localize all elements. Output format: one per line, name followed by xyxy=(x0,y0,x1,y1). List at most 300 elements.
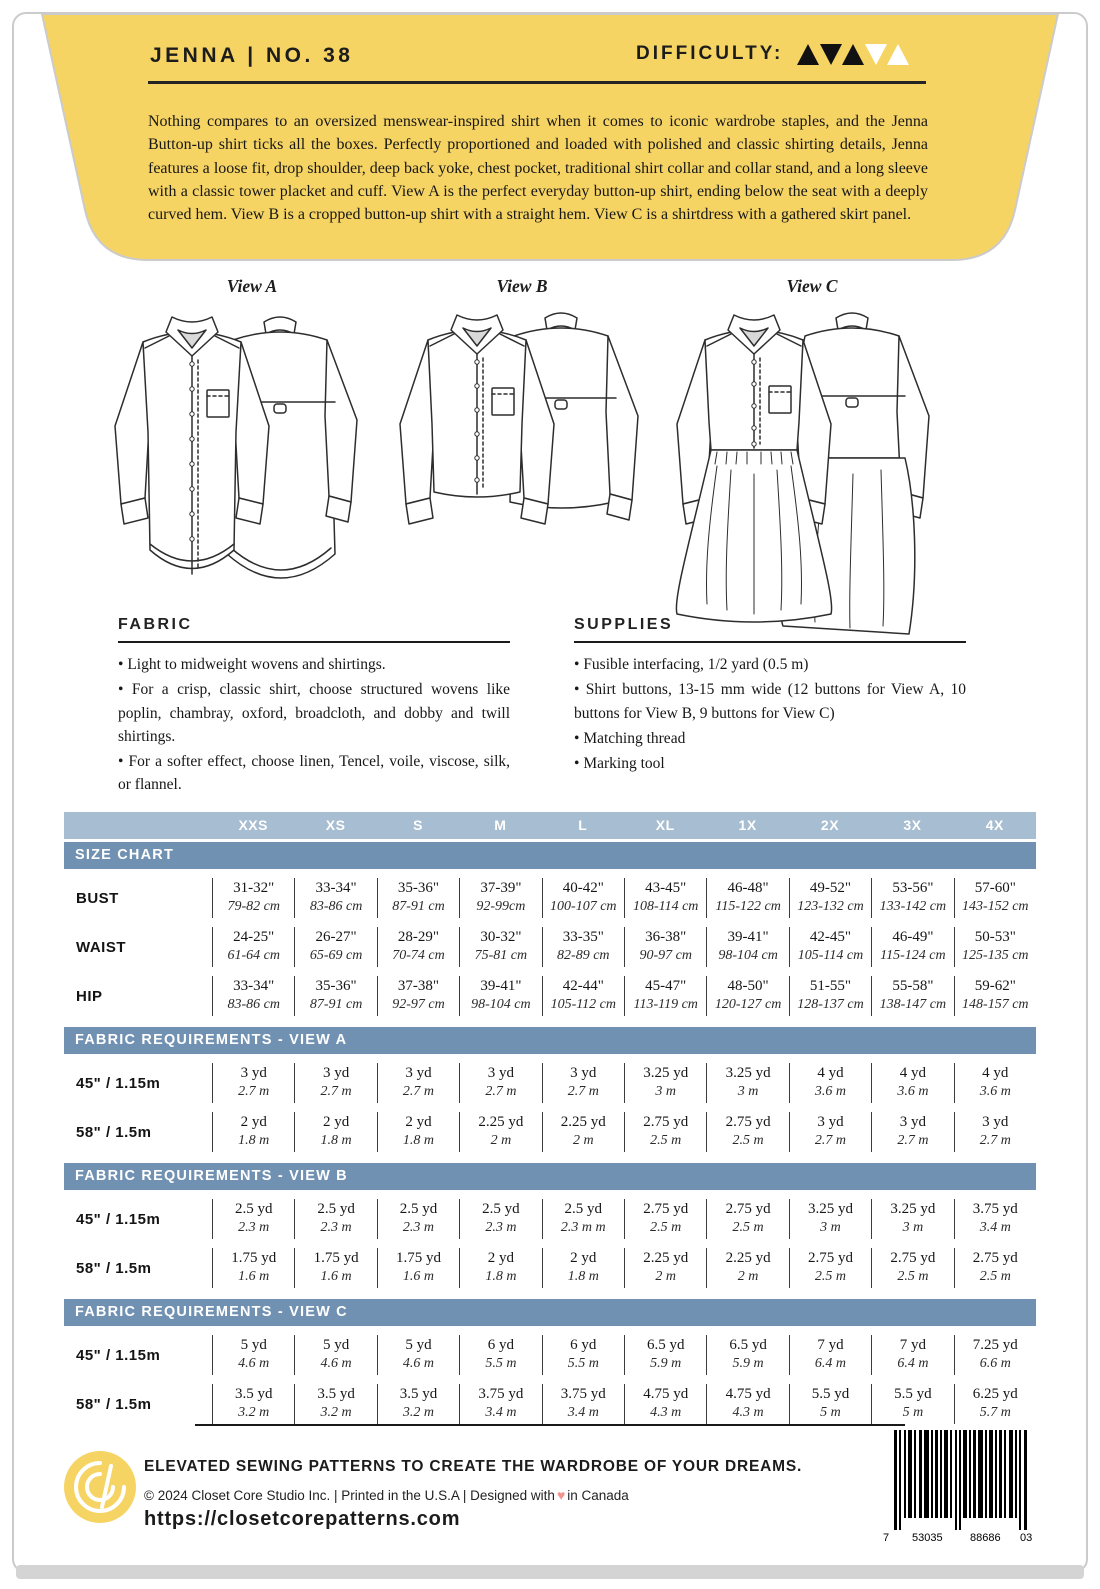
chest-pocket xyxy=(207,390,229,417)
yardage-m: 2 m xyxy=(655,1269,676,1284)
measurement-cell xyxy=(542,927,624,967)
yardage-m: 4.6 m xyxy=(238,1356,270,1371)
measurement-cell xyxy=(789,878,871,918)
measurement-inches: 40-42" xyxy=(562,880,604,896)
yardage-cell xyxy=(871,1063,953,1103)
yardage-yd: 1.75 yd xyxy=(231,1250,277,1266)
yardage-cell xyxy=(294,1248,376,1288)
measurement-cm: 92-97 cm xyxy=(392,997,445,1012)
yardage-cell xyxy=(459,1384,541,1424)
yardage-yd: 2.25 yd xyxy=(725,1250,771,1266)
row-label: HIP xyxy=(76,987,103,1005)
yardage-m: 6.6 m xyxy=(979,1356,1011,1371)
yardage-m: 1.8 m xyxy=(320,1133,352,1148)
yardage-yd: 3.25 yd xyxy=(725,1065,771,1081)
yardage-yd: 2.75 yd xyxy=(807,1250,853,1266)
measurement-inches: 42-45" xyxy=(809,929,852,945)
yardage-cell xyxy=(706,1199,788,1239)
yardage-yd: 4 yd xyxy=(982,1065,1009,1081)
yardage-cell xyxy=(212,1112,294,1152)
yardage-cell xyxy=(294,1384,376,1424)
measurement-cell xyxy=(706,878,788,918)
measurement-inches: 36-38" xyxy=(645,929,687,945)
measurement-cell xyxy=(542,976,624,1016)
heart-icon: ♥ xyxy=(556,1487,566,1503)
barcode-digit-group: 53035 xyxy=(912,1532,943,1544)
yardage-m: 2.5 m xyxy=(650,1220,682,1235)
header-divider xyxy=(148,81,926,84)
yardage-cell xyxy=(624,1063,706,1103)
measurement-cm: 148-157 cm xyxy=(962,997,1029,1012)
measurement-inches: 39-41" xyxy=(480,978,522,994)
supplies-list-item: • Fusible interfacing, 1/2 yard (0.5 m) xyxy=(574,653,966,676)
yardage-m: 2.7 m xyxy=(567,1084,599,1099)
yardage-cell xyxy=(624,1384,706,1424)
triangle-down-filled-icon xyxy=(820,44,842,65)
measurement-cell xyxy=(377,927,459,967)
row-label: WAIST xyxy=(76,938,126,956)
yardage-yd: 2.75 yd xyxy=(725,1201,771,1217)
yardage-yd: 2 yd xyxy=(487,1250,515,1266)
yardage-cell xyxy=(624,1248,706,1288)
measurement-cell xyxy=(789,976,871,1016)
measurement-inches: 33-34" xyxy=(315,880,357,896)
measurement-cm: 79-82 cm xyxy=(227,899,280,914)
yardage-cell xyxy=(542,1248,624,1288)
yardage-m: 2.5 m xyxy=(732,1133,764,1148)
measurement-cell xyxy=(871,976,953,1016)
yardage-yd: 3.75 yd xyxy=(560,1386,606,1402)
measurement-inches: 50-53" xyxy=(974,929,1016,945)
yardage-m: 2.7 m xyxy=(897,1133,929,1148)
yardage-yd: 2 yd xyxy=(405,1114,432,1130)
measurement-inches: 45-47" xyxy=(645,978,687,994)
yardage-row xyxy=(64,1112,1036,1152)
measurement-cell xyxy=(377,878,459,918)
yardage-cell xyxy=(954,1112,1036,1152)
pattern-title: JENNA | NO. 38 xyxy=(150,44,354,67)
yardage-m: 5.7 m xyxy=(979,1405,1011,1420)
footer-copyright xyxy=(144,1487,629,1503)
yardage-row xyxy=(64,1384,1036,1424)
triangle-down-open-icon xyxy=(865,44,887,65)
size-column-header: L xyxy=(578,817,588,833)
yardage-m: 3.2 m xyxy=(320,1405,352,1420)
measurement-inches: 39-41" xyxy=(727,929,769,945)
yardage-m: 3.4 m xyxy=(485,1405,517,1420)
yardage-m: 2.7 m xyxy=(402,1084,435,1099)
yardage-yd: 5 yd xyxy=(322,1337,350,1353)
measurement-cm: 70-74 cm xyxy=(392,948,445,963)
yardage-cell xyxy=(459,1248,541,1288)
yardage-yd: 4.75 yd xyxy=(643,1386,689,1402)
size-chart-row xyxy=(64,927,1036,967)
yardage-m: 1.6 m xyxy=(320,1269,352,1284)
yardage-m: 5.5 m xyxy=(485,1356,517,1371)
supplies-list-item: • Shirt buttons, 13-15 mm wide (12 buttons for View A, 10 buttons for View B, 9 buttons for View C) xyxy=(574,678,966,725)
yardage-cell xyxy=(706,1335,788,1375)
yardage-yd: 6 yd xyxy=(487,1337,515,1353)
yardage-cell xyxy=(377,1199,459,1239)
measurement-cell xyxy=(706,976,788,1016)
yardage-yd: 3 yd xyxy=(487,1065,515,1081)
barcode-digit-group: 03 xyxy=(1020,1532,1033,1544)
yardage-yd: 2.5 yd xyxy=(482,1201,520,1217)
footer-divider xyxy=(195,1424,905,1426)
size-chart-row xyxy=(64,976,1036,1016)
row-label: BUST xyxy=(76,889,119,907)
yardage-m: 5 m xyxy=(902,1405,924,1420)
yardage-cell xyxy=(954,1199,1036,1239)
view-b-caption: View B xyxy=(496,276,548,296)
yardage-cell xyxy=(459,1335,541,1375)
measurement-inches: 37-38" xyxy=(397,978,440,994)
measurement-cm: 65-69 cm xyxy=(309,948,363,963)
yardage-m: 2.5 m xyxy=(732,1220,764,1235)
yardage-yd: 7 yd xyxy=(817,1337,844,1353)
yardage-yd: 2.5 yd xyxy=(399,1201,438,1217)
measurement-cm: 113-119 cm xyxy=(633,997,698,1012)
yardage-m: 1.8 m xyxy=(238,1133,270,1148)
envelope-bottom-edge xyxy=(16,1565,1084,1579)
measurement-inches: 37-39" xyxy=(480,880,522,896)
yardage-m: 3.2 m xyxy=(402,1405,435,1420)
yardage-yd: 4 yd xyxy=(899,1065,927,1081)
fabric-requirements-band: FABRIC REQUIREMENTS - VIEW B xyxy=(64,1163,1036,1190)
measurement-inches: 30-32" xyxy=(480,929,522,945)
yardage-cell xyxy=(624,1335,706,1375)
yardage-yd: 6.25 yd xyxy=(972,1386,1018,1402)
measurement-cm: 98-104 cm xyxy=(471,997,531,1012)
website-url: https://closetcorepatterns.com xyxy=(144,1508,461,1530)
measurement-inches: 46-48" xyxy=(727,880,769,896)
yardage-m: 2.5 m xyxy=(650,1133,682,1148)
footer-tagline: ELEVATED SEWING PATTERNS TO CREATE THE WARDROBE OF YOUR DREAMS. xyxy=(144,1458,803,1475)
barcode-digit-group: 88686 xyxy=(970,1532,1001,1544)
measurement-cell xyxy=(294,878,376,918)
measurement-cm: 83-86 cm xyxy=(309,899,363,914)
fabric-requirement-section xyxy=(64,1163,1036,1288)
measurement-cell xyxy=(871,927,953,967)
yardage-cell xyxy=(542,1063,624,1103)
fabric-list-item: • Light to midweight wovens and shirtings. xyxy=(118,653,510,676)
size-column-header: 4X xyxy=(985,817,1004,833)
yardage-cell xyxy=(212,1335,294,1375)
yardage-m: 2.3 m xyxy=(485,1220,517,1235)
fabric-requirements-band: FABRIC REQUIREMENTS - VIEW A xyxy=(64,1027,1036,1054)
yardage-yd: 6.5 yd xyxy=(729,1337,767,1353)
measurement-cm: 83-86 cm xyxy=(227,997,280,1012)
yardage-cell xyxy=(789,1112,871,1152)
yardage-yd: 7.25 yd xyxy=(972,1337,1018,1353)
fabric-requirement-section xyxy=(64,1027,1036,1152)
yardage-cell xyxy=(706,1063,788,1103)
size-chart-row xyxy=(64,878,1036,918)
yardage-cell xyxy=(294,1063,376,1103)
yardage-m: 3 m xyxy=(820,1220,841,1235)
measurement-cell xyxy=(294,927,376,967)
chest-pocket xyxy=(769,386,791,413)
fabric-requirement-sections xyxy=(64,1027,1036,1424)
row-label: 58" / 1.5m xyxy=(76,1395,152,1413)
row-label: 58" / 1.5m xyxy=(76,1259,152,1277)
yardage-cell xyxy=(377,1248,459,1288)
measurement-cell xyxy=(954,976,1036,1016)
measurement-inches: 31-32" xyxy=(233,880,275,896)
size-header-band xyxy=(64,812,1036,839)
yardage-cell xyxy=(294,1112,376,1152)
yardage-row xyxy=(64,1063,1036,1103)
yardage-cell xyxy=(212,1248,294,1288)
yardage-cell xyxy=(459,1199,541,1239)
yardage-m: 2.7 m xyxy=(320,1084,352,1099)
yardage-cell xyxy=(871,1248,953,1288)
measurement-cm: 125-135 cm xyxy=(962,948,1029,963)
measurement-cm: 87-91 cm xyxy=(309,997,363,1012)
yardage-m: 3.4 m xyxy=(567,1405,599,1420)
yardage-yd: 5 yd xyxy=(240,1337,267,1353)
measurement-cm: 61-64 cm xyxy=(227,948,280,963)
measurement-cell xyxy=(624,927,706,967)
yardage-m: 1.8 m xyxy=(485,1269,517,1284)
measurement-cell xyxy=(212,878,294,918)
row-label: 58" / 1.5m xyxy=(76,1123,152,1141)
measurement-inches: 55-58" xyxy=(892,978,934,994)
yardage-row xyxy=(64,1335,1036,1375)
difficulty-label: DIFFICULTY: xyxy=(636,43,784,64)
yardage-cell xyxy=(871,1335,953,1375)
measurement-cell xyxy=(624,976,706,1016)
size-column-header: XL xyxy=(655,817,675,833)
barcode xyxy=(882,1430,1034,1544)
yardage-yd: 2.5 yd xyxy=(564,1201,603,1217)
measurement-cm: 75-81 cm xyxy=(474,948,528,963)
yardage-m: 3 m xyxy=(655,1084,676,1099)
measurement-cell xyxy=(542,878,624,918)
measurement-inches: 49-52" xyxy=(809,880,852,896)
measurement-cm: 123-132 cm xyxy=(797,899,864,914)
fabric-requirement-section xyxy=(64,1299,1036,1424)
difficulty-triangles-icon xyxy=(797,42,909,66)
yardage-cell xyxy=(377,1335,459,1375)
view-b-illustration xyxy=(380,294,660,562)
measurement-inches: 59-62" xyxy=(974,978,1016,994)
measurement-inches: 33-35" xyxy=(562,929,604,945)
yardage-cell xyxy=(706,1112,788,1152)
yardage-yd: 3 yd xyxy=(322,1065,350,1081)
yardage-cell xyxy=(871,1384,953,1424)
yardage-m: 2.5 m xyxy=(814,1269,847,1284)
measurement-inches: 26-27" xyxy=(315,929,357,945)
closet-core-logo-icon xyxy=(62,1449,138,1525)
fabric-heading: FABRIC xyxy=(118,616,510,643)
fabric-section xyxy=(118,616,510,799)
yardage-cell xyxy=(706,1384,788,1424)
measurement-inches: 46-49" xyxy=(892,929,934,945)
yardage-m: 2 m xyxy=(490,1133,512,1148)
yardage-m: 2.5 m xyxy=(897,1269,929,1284)
yardage-cell xyxy=(706,1248,788,1288)
yardage-yd: 5 yd xyxy=(405,1337,432,1353)
yardage-yd: 2.25 yd xyxy=(643,1250,689,1266)
yardage-cell xyxy=(294,1199,376,1239)
yardage-m: 1.8 m xyxy=(567,1269,599,1284)
yardage-m: 3.2 m xyxy=(238,1405,270,1420)
supplies-heading: SUPPLIES xyxy=(574,616,966,643)
measurement-cm: 108-114 cm xyxy=(632,899,699,914)
yardage-cell xyxy=(871,1199,953,1239)
yardage-m: 1.6 m xyxy=(402,1269,435,1284)
yardage-m: 2.3 m xyxy=(320,1220,352,1235)
measurement-inches: 43-45" xyxy=(645,880,687,896)
yardage-yd: 2.25 yd xyxy=(478,1114,524,1130)
yardage-yd: 2.75 yd xyxy=(890,1250,936,1266)
yardage-m: 4.6 m xyxy=(320,1356,352,1371)
yardage-yd: 2.5 yd xyxy=(317,1201,355,1217)
yardage-cell xyxy=(377,1112,459,1152)
yardage-yd: 3.5 yd xyxy=(399,1386,438,1402)
chest-pocket xyxy=(492,388,514,415)
measurement-cm: 90-97 cm xyxy=(639,948,692,963)
measurement-inches: 42-44" xyxy=(562,978,604,994)
view-c-front xyxy=(676,315,831,622)
yardage-yd: 2.75 yd xyxy=(725,1114,771,1130)
size-column-header: 2X xyxy=(820,817,840,833)
view-c-illustration xyxy=(655,292,985,638)
size-chart-band: SIZE CHART xyxy=(64,842,1036,869)
measurement-inches: 51-55" xyxy=(809,978,852,994)
fabric-list-item: • For a softer effect, choose linen, Tencel, voile, viscose, silk, or flannel. xyxy=(118,750,510,797)
yardage-m: 5.9 m xyxy=(650,1356,682,1371)
view-a-caption: View A xyxy=(226,276,278,296)
measurement-cm: 143-152 cm xyxy=(962,899,1029,914)
row-label: 45" / 1.15m xyxy=(76,1210,161,1228)
yardage-m: 3 m xyxy=(737,1084,759,1099)
view-c-caption: View C xyxy=(786,276,838,296)
yardage-row xyxy=(64,1199,1036,1239)
yardage-cell xyxy=(542,1112,624,1152)
yardage-m: 2.5 m xyxy=(979,1269,1011,1284)
yardage-yd: 6 yd xyxy=(570,1337,597,1353)
yardage-m: 3.6 m xyxy=(814,1084,847,1099)
yardage-m: 2.7 m xyxy=(238,1084,270,1099)
row-label: 45" / 1.15m xyxy=(76,1074,161,1092)
yardage-m: 3.6 m xyxy=(897,1084,929,1099)
yardage-m: 3.4 m xyxy=(979,1220,1011,1235)
yardage-m: 5.5 m xyxy=(567,1356,599,1371)
supplies-section xyxy=(574,616,966,777)
yardage-m: 1.6 m xyxy=(238,1269,270,1284)
yardage-yd: 4.75 yd xyxy=(725,1386,771,1402)
yardage-cell xyxy=(294,1335,376,1375)
measurement-inches: 28-29" xyxy=(397,929,440,945)
yardage-m: 2.3 m xyxy=(238,1220,270,1235)
yardage-m: 4.3 m xyxy=(732,1405,764,1420)
barcode-digit-group: 7 xyxy=(883,1532,890,1544)
size-column-header: S xyxy=(413,817,423,833)
yardage-yd: 2.25 yd xyxy=(560,1114,606,1130)
yardage-m: 1.8 m xyxy=(402,1133,435,1148)
yardage-yd: 3.75 yd xyxy=(478,1386,524,1402)
measurement-cell xyxy=(459,878,541,918)
fabric-list xyxy=(118,653,510,797)
yardage-yd: 4 yd xyxy=(817,1065,844,1081)
yardage-cell xyxy=(377,1063,459,1103)
difficulty-indicator xyxy=(636,42,909,66)
yardage-yd: 6.5 yd xyxy=(646,1337,685,1353)
yardage-yd: 3 yd xyxy=(982,1114,1009,1130)
yardage-cell xyxy=(789,1248,871,1288)
yardage-m: 2.7 m xyxy=(979,1133,1011,1148)
yardage-m: 5 m xyxy=(820,1405,841,1420)
yardage-yd: 3.5 yd xyxy=(317,1386,355,1402)
measurement-cell xyxy=(706,927,788,967)
yardage-m: 2 m xyxy=(572,1133,594,1148)
yardage-yd: 3 yd xyxy=(405,1065,432,1081)
yardage-cell xyxy=(954,1384,1036,1424)
yardage-cell xyxy=(624,1112,706,1152)
measurement-cm: 120-127 cm xyxy=(714,997,782,1012)
size-column-header: XXS xyxy=(238,817,268,833)
yardage-cell xyxy=(954,1335,1036,1375)
measurement-cm: 105-114 cm xyxy=(797,948,864,963)
yardage-m: 3 m xyxy=(902,1220,924,1235)
triangle-up-open-icon xyxy=(887,44,909,65)
yardage-cell xyxy=(871,1112,953,1152)
measurement-cell xyxy=(294,976,376,1016)
yardage-cell xyxy=(542,1335,624,1375)
yardage-yd: 3.25 yd xyxy=(890,1201,936,1217)
measurement-cm: 133-142 cm xyxy=(879,899,947,914)
measurement-inches: 35-36" xyxy=(397,880,440,896)
yardage-m: 2.3 m xyxy=(402,1220,435,1235)
yardage-m: 5.9 m xyxy=(732,1356,764,1371)
yardage-yd: 2.5 yd xyxy=(234,1201,273,1217)
measurement-inches: 35-36" xyxy=(315,978,357,994)
yardage-yd: 3.75 yd xyxy=(972,1201,1018,1217)
yardage-yd: 2.75 yd xyxy=(643,1201,689,1217)
measurement-cell xyxy=(954,927,1036,967)
fabric-list-item: • For a crisp, classic shirt, choose structured wovens like poplin, chambray, oxford, broadcloth, and dobby and twill shirtings. xyxy=(118,678,510,748)
yardage-yd: 5.5 yd xyxy=(811,1386,850,1402)
measurement-cell xyxy=(871,878,953,918)
yardage-yd: 2 yd xyxy=(240,1114,267,1130)
measurement-cell xyxy=(459,976,541,1016)
yardage-cell xyxy=(789,1384,871,1424)
measurement-cm: 82-89 cm xyxy=(557,948,610,963)
yardage-cell xyxy=(459,1063,541,1103)
copyright-text: © 2024 Closet Core Studio Inc. | Printed in the U.S.A | Designed with xyxy=(144,1488,555,1503)
yardage-yd: 2.75 yd xyxy=(972,1250,1018,1266)
size-column-header: 3X xyxy=(903,817,922,833)
yardage-cell xyxy=(459,1112,541,1152)
pattern-description: Nothing compares to an oversized menswear-inspired shirt when it comes to iconic wardrobe staples, and the Jenna Button-up shirt ticks all the boxes. Perfectly proportioned and loaded with polished and classic shirting details, Jenna features a loose fit, drop shoulder, deep back yoke, chest pocket, traditional shirt collar and collar stand, and a long sleeve with a classic tower placket and cuff. View A is the perfect everyday button-up shirt, ending below the seat with a deeply curved hem. View B is a cropped button-up shirt with a straight hem. View C is a shirtdress with a gathered skirt panel. xyxy=(148,113,928,224)
yardage-cell xyxy=(789,1335,871,1375)
measurement-cell xyxy=(212,976,294,1016)
measurement-inches: 33-34" xyxy=(233,978,275,994)
measurement-cm: 115-124 cm xyxy=(880,948,946,963)
measurement-cm: 138-147 cm xyxy=(879,997,947,1012)
yardage-cell xyxy=(624,1199,706,1239)
yardage-cell xyxy=(954,1248,1036,1288)
measurement-cm: 92-99cm xyxy=(476,899,526,914)
measurement-inches: 24-25" xyxy=(233,929,275,945)
size-header-spacer xyxy=(64,812,212,839)
supplies-list xyxy=(574,653,966,775)
yardage-yd: 2 yd xyxy=(570,1250,597,1266)
yardage-m: 6.4 m xyxy=(897,1356,929,1371)
yardage-yd: 3 yd xyxy=(570,1065,597,1081)
